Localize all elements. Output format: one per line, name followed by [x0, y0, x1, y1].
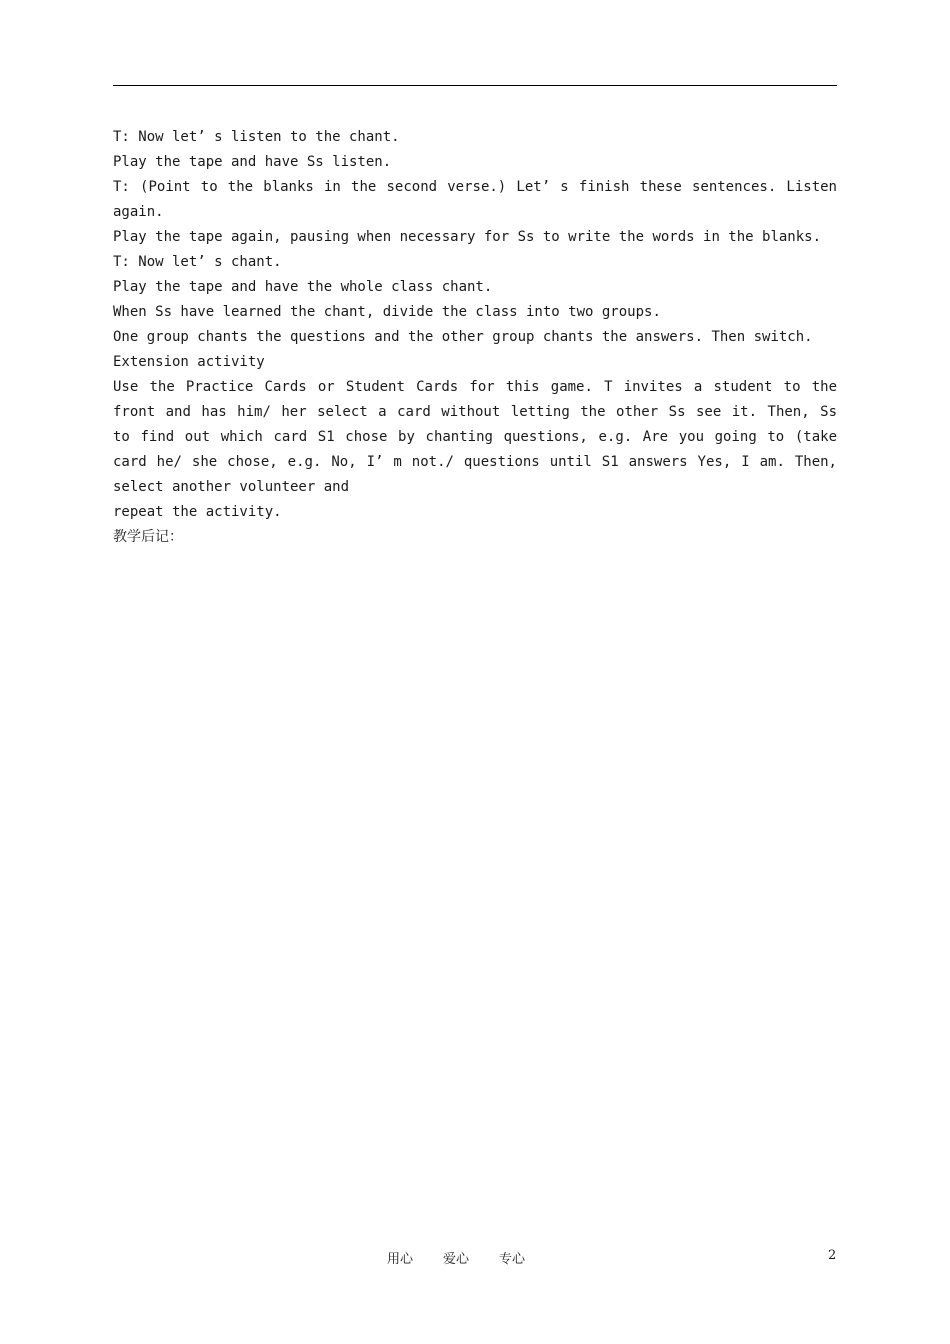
page-number: 2: [828, 1248, 837, 1263]
text-line: Play the tape and have Ss listen.: [113, 154, 392, 170]
text-line: repeat the activity.: [113, 504, 282, 520]
text-line: T: Now let’ s chant.: [113, 254, 282, 270]
teaching-notes-label: 教学后记：: [113, 529, 183, 545]
text-line: One group chants the questions and the other group chants the answers. Then switch.: [113, 329, 813, 345]
text-line: T: (Point to the blanks in the second verse.) Let’ s finish these sentences. Listen: [113, 179, 837, 195]
text-line: Play the tape and have the whole class chant.: [113, 279, 493, 295]
footer-slogan-2: 爱心: [443, 1252, 470, 1267]
text-line: to find out which card S1 chose by chanting questions, e.g. Are you going to (take: [113, 429, 837, 445]
page-footer: [0, 1248, 950, 1268]
footer-slogan-3: 专心: [499, 1252, 526, 1267]
text-line: T: Now let’ s listen to the chant.: [113, 129, 400, 145]
footer-slogan: [387, 1248, 555, 1267]
text-line: front and has him/ her select a card without letting the other Ss see it. Then, Ss: [113, 404, 837, 420]
text-line: again.: [113, 204, 164, 220]
document-body: [113, 125, 837, 550]
header-rule: [113, 85, 837, 86]
section-heading: Extension activity: [113, 354, 265, 370]
text-line: select another volunteer and: [113, 479, 350, 495]
text-line: card he/ she chose, e.g. No, I’ m not./ questions until S1 answers Yes, I am. Then,: [113, 454, 837, 470]
text-line: Use the Practice Cards or Student Cards for this game. T invites a student to the: [113, 379, 837, 395]
text-line: When Ss have learned the chant, divide the class into two groups.: [113, 304, 661, 320]
text-line: Play the tape again, pausing when necessary for Ss to write the words in the blanks.: [113, 229, 822, 245]
footer-slogan-1: 用心: [387, 1252, 414, 1267]
